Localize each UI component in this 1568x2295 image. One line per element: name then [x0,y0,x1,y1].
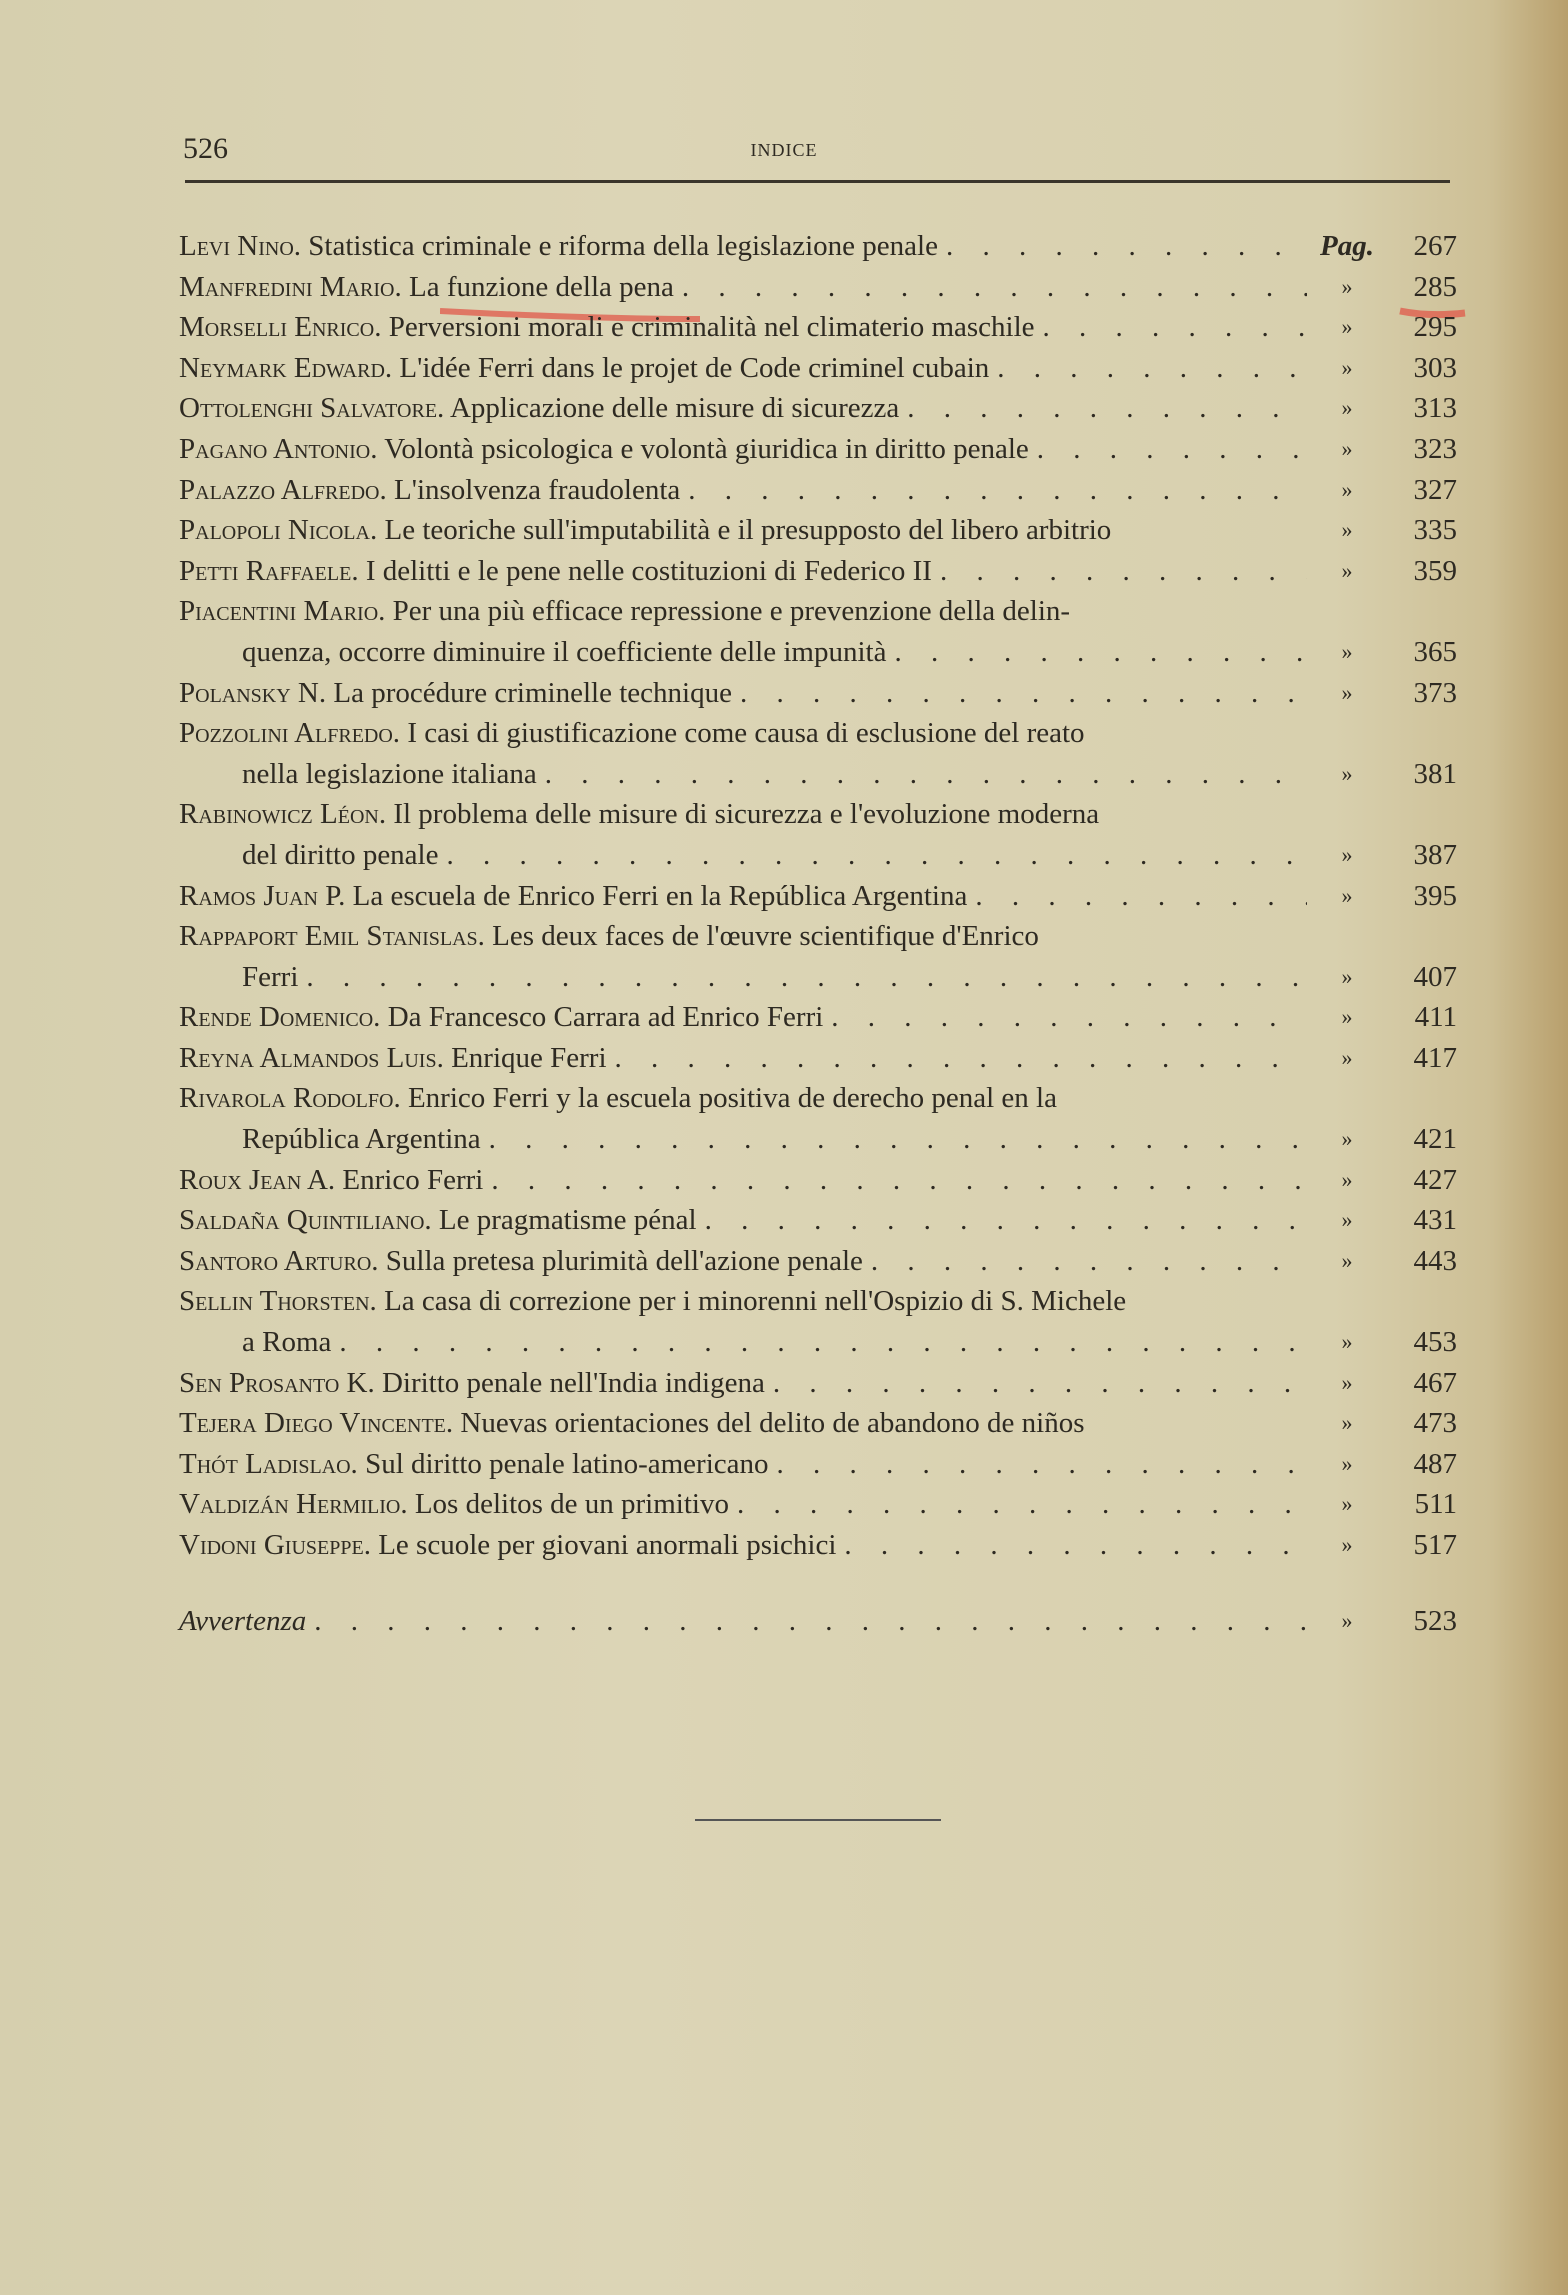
entry-page: 395 [1413,879,1457,912]
entry-page: 285 [1413,270,1457,303]
toc-entry-continuation [179,1322,1457,1363]
ditto-mark: » [1341,841,1353,867]
ditto-mark: » [1341,1044,1353,1070]
toc-entry [179,1525,1457,1566]
running-title: INDICE [750,140,818,160]
ditto-mark: » [1341,1491,1353,1517]
dot-leader [899,388,1307,429]
ditto-mark: » [1341,476,1353,502]
entry-title-continued: del diritto penale [242,838,439,871]
toc-entry-final [179,1601,1457,1642]
entry-title: Le scuole per giovani anormali psichici [378,1529,837,1561]
page-number: 526 [183,132,228,165]
entry-page: 517 [1413,1529,1457,1561]
entry-author: Thót Ladislao. [179,1447,358,1480]
entry-author: Roux Jean A. [179,1163,336,1196]
toc-entry [179,1038,1457,1079]
dot-leader [967,876,1307,917]
entry-text [179,673,732,714]
entry-title: I delitti e le pene nelle costituzioni di Federico II [365,554,932,587]
entry-author: Rabinowicz Léon. [179,798,387,831]
entry-author: Ottolenghi Salvatore. [179,392,445,425]
entry-text [179,1078,1457,1119]
ditto-mark: » [1341,1329,1353,1355]
entry-title: Per una più efficace repressione e prevenzione della delin- [392,595,1071,628]
dot-leader [989,348,1307,389]
toc-entry [179,1160,1457,1201]
entry-text [179,1444,769,1485]
entry-page: 453 [1413,1326,1457,1359]
entry-page: 267 [1413,230,1457,262]
entry-text [179,1484,729,1525]
entry-page: 511 [1414,1488,1457,1521]
entry-author: Valdizán Hermilio. [179,1488,408,1521]
entry-title: La funzione della pena [408,270,674,303]
entry-text [179,388,899,429]
entry-author: Levi Nino. [179,230,302,262]
entry-text [179,470,680,511]
ditto-mark: » [1341,435,1353,461]
dot-leader [298,957,1307,998]
ditto-mark: » [1341,760,1353,786]
toc-entry [179,267,1457,308]
entry-title: La escuela de Enrico Ferri en la República Argentina [352,879,968,912]
entry-author: Saldaña Quintiliano. [179,1204,432,1237]
entry-page: 473 [1413,1407,1457,1440]
entry-page: 443 [1413,1244,1457,1277]
entry-title: La casa di correzione per i minorenni nell'Ospizio di S. Michele [384,1285,1127,1318]
entry-title-continued: a Roma [242,1326,332,1359]
entry-author: Vidoni Giuseppe. [179,1529,371,1561]
entry-author: Piacentini Mario. [179,595,386,628]
toc-entry [179,997,1457,1038]
entry-title: Volontà psicologica e volontà giuridica in diritto penale [384,432,1029,465]
entry-page: 421 [1413,1123,1457,1156]
toc-entry [179,1281,1457,1322]
toc-entry [179,1078,1457,1119]
entry-page: 523 [1413,1604,1457,1637]
entry-page: 431 [1413,1204,1457,1237]
entry-title: Enrico Ferri y la escuela positiva de derecho penal en la [407,1082,1057,1115]
entry-author: Neymark Edward. [179,351,393,384]
entry-title-continued: quenza, occorre diminuire il coefficiente delle impunità [242,635,887,668]
dot-leader [863,1241,1307,1282]
entry-author: Manfredini Mario. [179,270,402,303]
ditto-mark: » [1341,557,1353,583]
entry-title: Le teoriche sull'imputabilità e il presupposto del libero arbitrio [384,514,1112,547]
dot-leader [765,1363,1307,1404]
entry-page: 335 [1413,514,1457,547]
ditto-mark: » [1341,395,1353,421]
toc-entry [179,713,1457,754]
entry-title: Sul diritto penale latino-americano [365,1447,769,1480]
toc-entry-continuation [179,835,1457,876]
entry-author: Petti Raffaele. [179,554,359,587]
pag-label: Pag. [1320,230,1374,262]
entry-text [179,713,1457,754]
dot-leader [769,1444,1307,1485]
ditto-mark: » [1341,1126,1353,1152]
toc-entry-continuation [179,632,1457,673]
entry-text [179,1038,607,1079]
toc-entry [179,1403,1457,1444]
entry-author: Rende Domenico. [179,1001,381,1034]
entry-page: 381 [1413,757,1457,790]
toc-entry [179,794,1457,835]
entry-page: 411 [1414,1001,1457,1034]
entry-title: Sulla pretesa plurimità dell'azione penale [385,1244,863,1277]
entry-title: Applicazione delle misure di sicurezza [449,392,900,425]
entry-author: Reyna Almandos Luis. [179,1041,444,1074]
entry-page: 365 [1413,635,1457,668]
entry-text [179,1363,765,1404]
toc-entry [179,1484,1457,1525]
entry-page: 359 [1413,554,1457,587]
ditto-mark: » [1341,1450,1353,1476]
entry-title: Nuevas orientaciones del delito de abandono de niños [460,1407,1085,1440]
entry-title: Avvertenza [179,1604,307,1637]
entry-title: I casi di giustificazione come causa di esclusione del reato [407,717,1085,750]
entry-title: La procédure criminelle technique [333,676,732,709]
entry-text [179,551,932,592]
dot-leader [674,267,1307,308]
entry-text [179,307,1035,348]
entry-author: Pozzolini Alfredo. [179,717,401,750]
entry-author: Sellin Thorsten. [179,1285,377,1318]
header-rule [185,180,1450,183]
entry-page: 467 [1413,1366,1457,1399]
toc-entry [179,916,1457,957]
dot-leader [836,1525,1307,1566]
spacer [179,1566,1457,1601]
entry-page: 313 [1413,392,1457,425]
entry-author: Sen Prosanto K. [179,1366,375,1399]
entry-title: Perversioni morali e criminalità nel climaterio maschile [388,311,1035,344]
ditto-mark: » [1341,314,1353,340]
entry-title-continued: nella legislazione italiana [242,757,537,790]
toc-entry [179,470,1457,511]
toc-entry [179,429,1457,470]
table-of-contents [179,226,1457,1641]
entry-author: Polansky N. [179,676,327,709]
entry-author: Ramos Juan P. [179,879,346,912]
dot-leader [732,673,1307,714]
toc-entry [179,673,1457,714]
dot-leader [481,1119,1307,1160]
entry-author: Morselli Enrico. [179,311,382,344]
entry-text [179,348,989,389]
toc-entry [179,1363,1457,1404]
entry-title: Enrico Ferri [342,1163,484,1196]
entry-title: Statistica criminale e riforma della legislazione penale [308,230,938,262]
entry-text [179,916,1457,957]
dot-leader [680,470,1307,511]
dot-leader [932,551,1307,592]
ditto-mark: » [1341,882,1353,908]
dot-leader [306,1601,1307,1642]
ditto-mark: » [1341,1607,1353,1633]
entry-author: Palazzo Alfredo. [179,473,387,506]
entry-title: Diritto penale nell'India indigena [381,1366,765,1399]
entry-author: Tejera Diego Vincente. [179,1407,454,1440]
entry-page: 407 [1413,960,1457,993]
entry-page: 487 [1413,1447,1457,1480]
entry-text [179,1160,483,1201]
entry-title: Les deux faces de l'œuvre scientifique d'Enrico [492,920,1039,953]
entry-author: Rivarola Rodolfo. [179,1082,401,1115]
ditto-mark: » [1341,354,1353,380]
ditto-mark: » [1341,963,1353,989]
entry-page: 387 [1413,838,1457,871]
toc-entry-continuation [179,957,1457,998]
entry-title: Los delitos de un primitivo [414,1488,729,1521]
toc-entry [179,1444,1457,1485]
dot-leader [537,754,1307,795]
ditto-mark: » [1341,1166,1353,1192]
entry-text [179,794,1457,835]
entry-text [179,997,823,1038]
entry-title: Enrique Ferri [451,1041,607,1074]
entry-text [179,267,674,308]
entry-title: L'idée Ferri dans le projet de Code criminel cubain [399,351,990,384]
entry-text [179,1281,1457,1322]
entry-author: Palopoli Nicola. [179,514,378,547]
ditto-mark: » [1341,1532,1353,1557]
ditto-mark: » [1341,1410,1353,1436]
ditto-mark: » [1341,1207,1353,1233]
entry-title: Le pragmatisme pénal [438,1204,697,1237]
ditto-mark: » [1341,1247,1353,1273]
entry-text [179,591,1457,632]
ditto-mark: » [1341,1004,1353,1030]
toc-entry [179,1200,1457,1241]
entry-title: L'insolvenza fraudolenta [394,473,681,506]
entry-text [179,1403,1307,1444]
entry-page: 327 [1413,473,1457,506]
entry-title: Da Francesco Carrara ad Enrico Ferri [387,1001,824,1034]
entry-page: 295 [1413,311,1457,344]
entry-text [179,1241,863,1282]
entry-title-continued: Ferri [242,960,299,993]
entry-text [179,1200,697,1241]
dot-leader [439,835,1308,876]
ditto-mark: » [1341,1369,1353,1395]
entry-title: Il problema delle misure di sicurezza e l'evoluzione moderna [393,798,1100,831]
dot-leader [729,1484,1307,1525]
toc-entry [179,388,1457,429]
entry-text [179,876,967,917]
toc-entry [179,591,1457,632]
dot-leader [886,632,1307,673]
entry-page: 303 [1413,351,1457,384]
toc-entry [179,307,1457,348]
entry-text [179,510,1307,551]
end-rule [695,1819,941,1821]
toc-entry-continuation [179,754,1457,795]
entry-title-continued: República Argentina [242,1123,481,1156]
entry-text [179,226,938,267]
dot-leader [483,1160,1307,1201]
dot-leader [823,997,1307,1038]
ditto-mark: » [1341,679,1353,705]
toc-entry [179,348,1457,389]
dot-leader [1035,307,1307,348]
ditto-mark: » [1341,273,1353,299]
dot-leader [1029,429,1307,470]
entry-page: 427 [1413,1163,1457,1196]
toc-entry [179,551,1457,592]
toc-entry [179,1241,1457,1282]
toc-entry-continuation [179,1119,1457,1160]
ditto-mark: » [1341,517,1353,543]
entry-author: Rappaport Emil Stanislas. [179,920,485,953]
toc-entry [179,226,1457,267]
entry-author: Pagano Antonio. [179,432,378,465]
dot-leader [938,226,1307,267]
ditto-mark: » [1341,638,1353,664]
entry-page: 323 [1413,432,1457,465]
dot-leader [607,1038,1308,1079]
entry-text [179,1525,836,1566]
entry-text [179,429,1029,470]
dot-leader [697,1200,1307,1241]
entry-page: 373 [1413,676,1457,709]
toc-entry [179,510,1457,551]
entry-page: 417 [1413,1041,1457,1074]
entry-author: Santoro Arturo. [179,1244,379,1277]
dot-leader [331,1322,1307,1363]
toc-entry [179,876,1457,917]
